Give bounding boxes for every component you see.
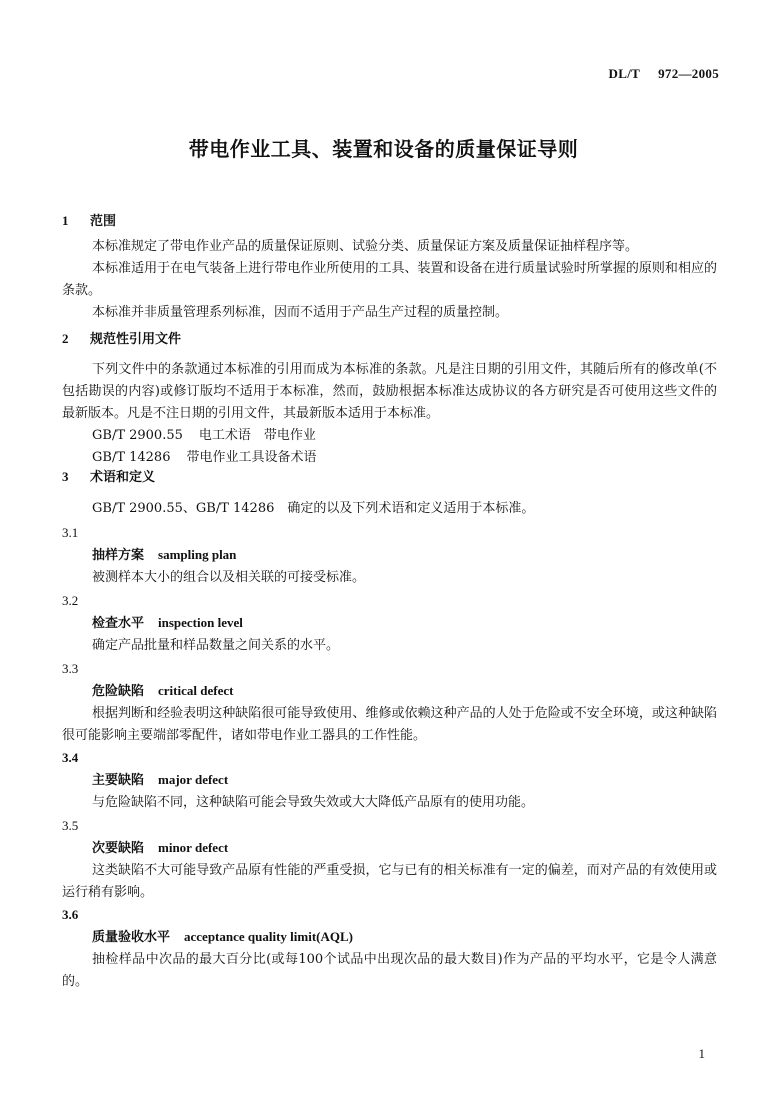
term-definition: 被测样本大小的组合以及相关联的可接受标准。 bbox=[92, 570, 366, 585]
paragraph: 本标准适用于在电气装备上进行带电作业所使用的工具、装置和设备在进行质量试验时所掌握的原则和相应的条款。 bbox=[62, 261, 717, 298]
term-entry bbox=[62, 815, 717, 904]
section-heading: 1 范围 bbox=[62, 213, 117, 229]
section-normative-references bbox=[62, 328, 717, 469]
term-title: 次要缺陷 minor defect bbox=[92, 840, 229, 856]
section-scope bbox=[62, 210, 717, 324]
term-number: 3.2 bbox=[62, 593, 79, 608]
paragraph: GB/T 2900.55、GB/T 14286 确定的以及下列术语和定义适用于本标准。 bbox=[92, 501, 535, 516]
section-heading: 2 规范性引用文件 bbox=[62, 331, 182, 347]
term-number: 3.1 bbox=[62, 525, 79, 540]
term-entry bbox=[62, 747, 717, 814]
term-number: 3.3 bbox=[62, 661, 79, 676]
term-definition: 根据判断和经验表明这种缺陷很可能导致使用、维修或依赖这种产品的人处于危险或不安全环境，或这种缺陷很可能影响主要端部零配件，诸如带电作业工器具的工作性能。 bbox=[62, 706, 717, 743]
term-title: 检查水平 inspection level bbox=[92, 615, 243, 631]
term-title: 质量验收水平 acceptance quality limit(AQL) bbox=[92, 929, 353, 945]
term-definition: 这类缺陷不大可能导致产品原有性能的严重受损，它与已有的相关标准有一定的偏差，而对产品的有效使用或运行稍有影响。 bbox=[62, 863, 717, 900]
term-number: 3.6 bbox=[62, 907, 79, 922]
reference-item: GB/T 14286 带电作业工具设备术语 bbox=[92, 450, 317, 465]
term-number: 3.4 bbox=[62, 750, 79, 765]
term-definition: 确定产品批量和样品数量之间关系的水平。 bbox=[92, 638, 340, 653]
paragraph: 下列文件中的条款通过本标准的引用而成为本标准的条款。凡是注日期的引用文件，其随后所有的修改单(不包括勘误的内容)或修订版均不适用于本标准，然而，鼓励根据本标准达成协议的各方研究是否可使用这些文件的最新版本。凡是不注日期的引用文件，其最新版本适用于本标准。 bbox=[62, 362, 717, 421]
term-definition: 与危险缺陷不同，这种缺陷可能会导致失效或大大降低产品原有的使用功能。 bbox=[92, 795, 535, 810]
term-entry bbox=[62, 658, 717, 747]
page-title: 带电作业工具、装置和设备的质量保证导则 bbox=[188, 137, 579, 161]
document-code-header bbox=[609, 66, 719, 82]
section-heading: 3 术语和定义 bbox=[62, 469, 156, 485]
term-number: 3.5 bbox=[62, 818, 79, 833]
reference-item: GB/T 2900.55 电工术语 带电作业 bbox=[92, 428, 316, 443]
term-definition: 抽检样品中次品的最大百分比(或每100个试品中出现次品的最大数目)作为产品的平均水平，它是令人满意的。 bbox=[62, 952, 717, 989]
term-title: 危险缺陷 critical defect bbox=[92, 683, 234, 699]
paragraph: 本标准规定了带电作业产品的质量保证原则、试验分类、质量保证方案及质量保证抽样程序等。 bbox=[92, 239, 639, 254]
page-number: 1 bbox=[698, 1046, 705, 1061]
standard-number: 972—2005 bbox=[658, 66, 719, 81]
term-entry bbox=[62, 904, 717, 993]
term-title: 抽样方案 sampling plan bbox=[92, 547, 237, 563]
term-entry bbox=[62, 590, 717, 657]
term-entry bbox=[62, 522, 717, 589]
paragraph: 本标准并非质量管理系列标准，因而不适用于产品生产过程的质量控制。 bbox=[92, 305, 509, 320]
section-terms-definitions bbox=[62, 466, 717, 993]
standard-code: DL/T bbox=[608, 66, 641, 81]
term-title: 主要缺陷 major defect bbox=[92, 772, 229, 788]
